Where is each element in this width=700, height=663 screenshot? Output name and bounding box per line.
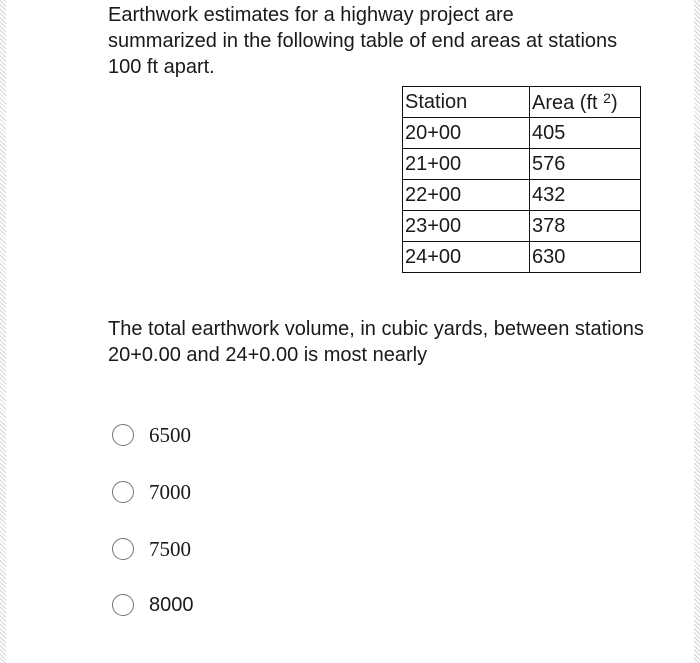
area-column-header	[530, 87, 641, 118]
station-column-header: Station	[403, 87, 530, 118]
table-header-row	[403, 87, 641, 118]
area-cell: 432	[530, 180, 641, 211]
area-cell: 630	[530, 242, 641, 273]
station-cell: 20+00	[403, 118, 530, 149]
table-row	[403, 149, 641, 180]
radio-button[interactable]	[112, 424, 134, 446]
table-row	[403, 180, 641, 211]
station-cell: 22+00	[403, 180, 530, 211]
radio-button[interactable]	[112, 481, 134, 503]
answer-option-7500[interactable]	[112, 534, 191, 564]
table-row	[403, 211, 641, 242]
answer-option-label: 7500	[149, 536, 191, 561]
answer-option-label: 6500	[149, 422, 191, 447]
area-header-text: Area (ft	[532, 91, 604, 114]
station-cell: 24+00	[403, 242, 530, 273]
radio-button[interactable]	[112, 538, 134, 560]
radio-button[interactable]	[112, 594, 134, 616]
area-cell: 378	[530, 211, 641, 242]
table-row	[403, 118, 641, 149]
answer-option-6500[interactable]	[112, 420, 191, 450]
area-cell: 576	[530, 149, 641, 180]
area-header-exponent: 2	[603, 89, 611, 106]
station-cell: 21+00	[403, 149, 530, 180]
answer-option-label: 7000	[149, 479, 191, 504]
left-page-border	[0, 0, 6, 663]
station-cell: 23+00	[403, 211, 530, 242]
answer-option-7000[interactable]	[112, 477, 191, 507]
question-intro: Earthwork estimates for a highway project are summarized in the following table of end areas at stations 100 ft apart.	[108, 4, 618, 78]
end-areas-table	[402, 86, 641, 273]
table-row	[403, 242, 641, 273]
right-page-border	[694, 0, 700, 663]
question-stem: The total earthwork volume, in cubic yards, between stations 20+0.00 and 24+0.00 is most nearly	[108, 318, 644, 366]
answer-option-label: 8000	[149, 593, 194, 616]
answer-option-8000[interactable]	[112, 590, 194, 620]
area-header-close: )	[610, 91, 618, 114]
area-cell: 405	[530, 118, 641, 149]
